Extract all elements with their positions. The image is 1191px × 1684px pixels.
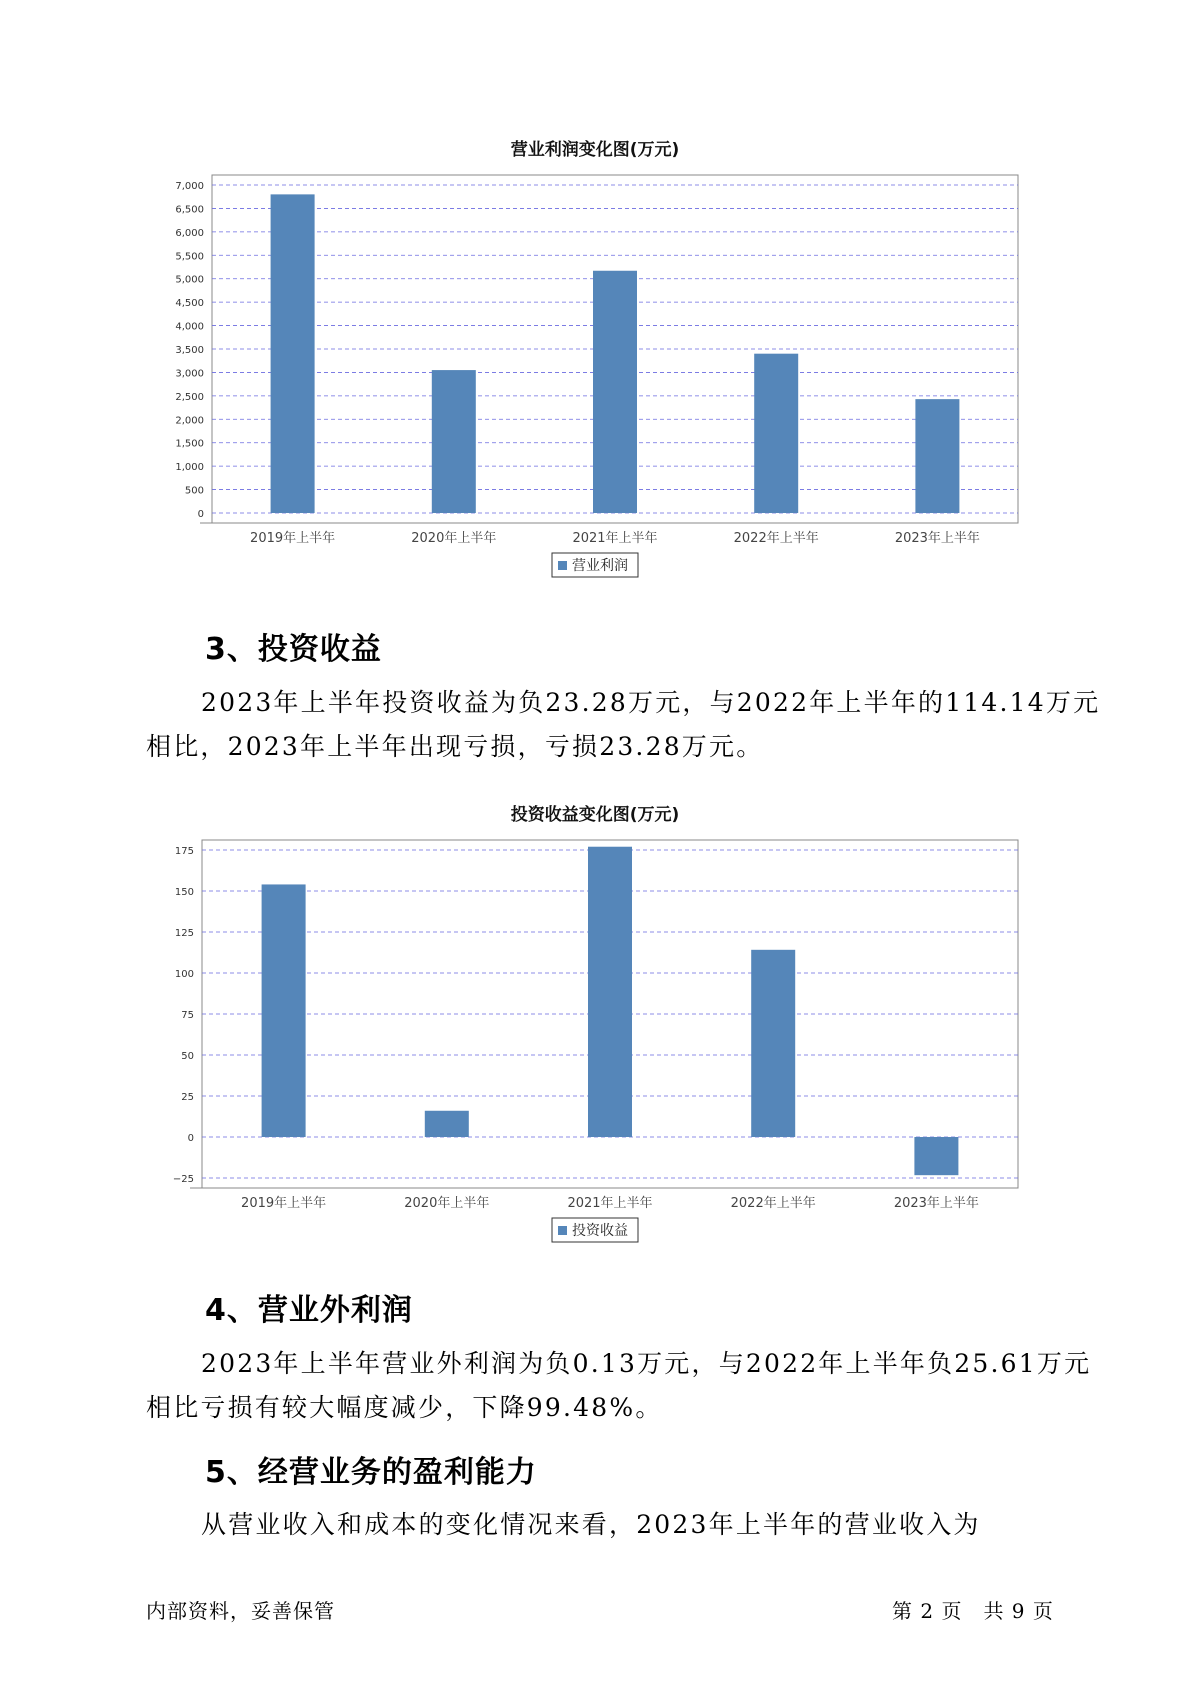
chart-title: 投资收益变化图(万元) <box>510 805 680 825</box>
chart-legend <box>552 1218 638 1242</box>
y-tick-label: 2,000 <box>175 415 204 427</box>
y-tick-label: 4,500 <box>175 298 204 310</box>
y-tick-label: 150 <box>174 887 194 898</box>
y-tick-label: 3,500 <box>175 345 204 356</box>
x-tick-label: 2023年上半年 <box>894 531 980 546</box>
section-4-line-2: 相比亏损有较大幅度减少，下降99.48%。 <box>146 1393 663 1422</box>
bar-5 <box>915 399 959 513</box>
legend-label: 营业利润 <box>572 558 628 574</box>
investment-income-chart <box>150 790 1040 1239</box>
x-tick-label: 2020年上半年 <box>404 1196 490 1211</box>
y-tick-label: 4,000 <box>175 321 204 333</box>
bar-3 <box>588 847 632 1137</box>
legend-swatch <box>558 1226 567 1235</box>
x-tick-label: 2021年上半年 <box>572 531 658 546</box>
bar-3 <box>593 271 637 513</box>
legend-label: 投资收益 <box>572 1223 628 1239</box>
y-tick-label: 2,500 <box>175 391 204 403</box>
chart-title: 营业利润变化图(万元) <box>510 140 680 160</box>
x-tick-label: 2021年上半年 <box>567 1196 653 1211</box>
bar-4 <box>751 950 795 1137</box>
x-tick-label: 2022年上半年 <box>730 1196 816 1211</box>
bar-1 <box>262 884 306 1137</box>
section-3-line-1: 2023年上半年投资收益为负23.28万元，与2022年上半年的114.14万元 <box>201 688 1101 717</box>
y-tick-label: 7,000 <box>175 181 204 192</box>
bar-1 <box>271 194 315 513</box>
x-tick-label: 2023年上半年 <box>893 1196 979 1211</box>
section-4-line-1: 2023年上半年营业外利润为负0.13万元，与2022年上半年负25.61万元 <box>201 1349 1092 1378</box>
section-5-line-1: 从营业收入和成本的变化情况来看，2023年上半年的营业收入为 <box>201 1510 981 1539</box>
investment-income-chart-svg <box>150 790 1040 1239</box>
x-tick-label: 2020年上半年 <box>411 531 497 546</box>
section-3-heading: 3、投资收益 <box>205 632 382 667</box>
x-tick-label: 2019年上半年 <box>241 1196 327 1211</box>
section-5-heading: 5、经营业务的盈利能力 <box>205 1455 537 1490</box>
section-4-heading: 4、营业外利润 <box>205 1293 413 1328</box>
y-tick-label: −25 <box>172 1174 194 1185</box>
y-tick-label: 175 <box>174 846 194 857</box>
y-tick-label: 125 <box>174 928 194 939</box>
section-3-line-2: 相比，2023年上半年出现亏损，亏损23.28万元。 <box>146 732 764 761</box>
x-tick-label: 2019年上半年 <box>250 531 336 546</box>
section-3-paragraph <box>146 681 1101 769</box>
footer-confidential-note: 内部资料，妥善保管 <box>146 1599 335 1623</box>
y-tick-label: 75 <box>181 1010 194 1021</box>
footer-page-number: 第 2 页 共 9 页 <box>892 1599 1054 1623</box>
chart-legend <box>552 553 638 577</box>
legend-swatch <box>558 561 567 570</box>
y-tick-label: 1,000 <box>175 462 204 474</box>
y-tick-label: 6,500 <box>175 204 204 216</box>
y-tick-label: 3,000 <box>175 368 204 380</box>
y-tick-label: 5,500 <box>175 251 204 263</box>
y-tick-label: 25 <box>181 1092 194 1103</box>
bar-2 <box>432 370 476 513</box>
section-4-paragraph <box>146 1342 1092 1430</box>
operating-profit-chart-svg <box>150 125 1040 574</box>
section-5-paragraph <box>146 1503 1066 1547</box>
y-tick-label: 0 <box>187 1133 194 1144</box>
y-tick-label: 50 <box>181 1051 194 1062</box>
y-tick-label: 1,500 <box>175 438 204 450</box>
bar-4 <box>754 354 798 513</box>
y-tick-label: 6,000 <box>175 227 204 239</box>
bar-5 <box>914 1137 958 1175</box>
y-tick-label: 0 <box>197 509 204 520</box>
x-tick-label: 2022年上半年 <box>733 531 819 546</box>
bar-2 <box>425 1111 469 1137</box>
y-tick-label: 100 <box>174 969 194 980</box>
y-tick-label: 5,000 <box>175 274 204 286</box>
operating-profit-chart <box>150 125 1040 574</box>
y-tick-label: 500 <box>184 485 204 497</box>
